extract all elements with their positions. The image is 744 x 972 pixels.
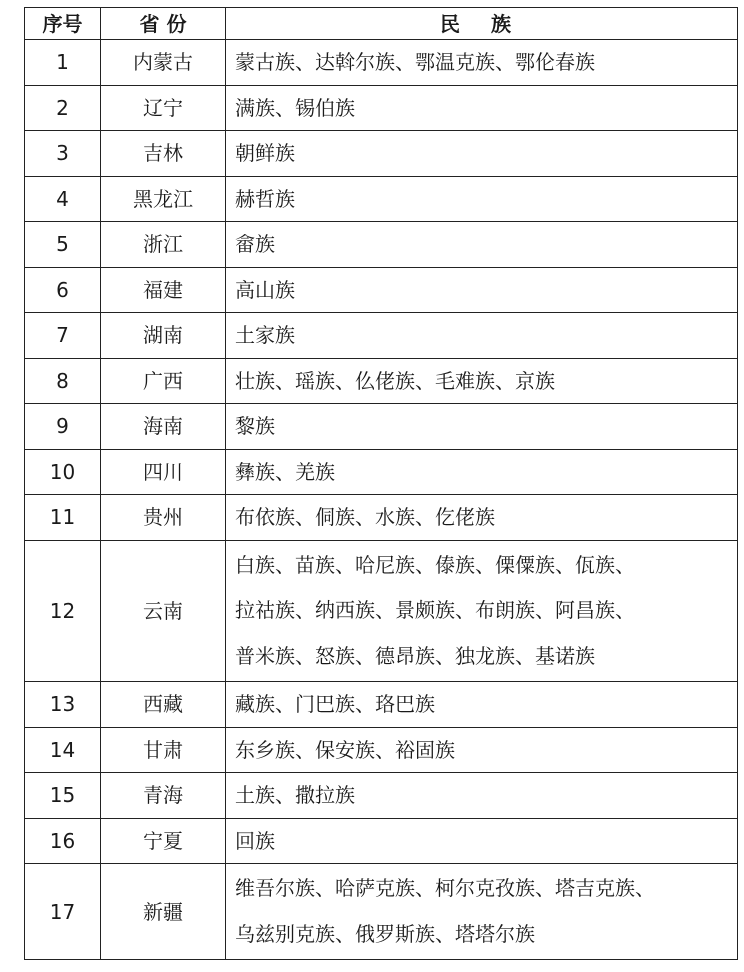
row-index: 12 — [25, 540, 101, 682]
ethnicity-line: 畲族 — [235, 232, 275, 257]
ethnicity-line: 拉祜族、纳西族、景颇族、布朗族、阿昌族、 — [235, 598, 635, 622]
table-row — [25, 313, 738, 359]
row-index: 17 — [25, 864, 101, 960]
ethnicity-line: 满族、锡伯族 — [235, 95, 355, 120]
row-province: 黑龙江 — [101, 176, 226, 222]
row-index: 1 — [25, 40, 101, 86]
table-body — [25, 40, 738, 960]
row-index: 8 — [25, 358, 101, 404]
row-ethnicities — [226, 313, 738, 359]
row-province: 吉林 — [101, 131, 226, 177]
ethnicity-line: 高山族 — [235, 277, 295, 302]
table-row — [25, 176, 738, 222]
row-province: 青海 — [101, 773, 226, 819]
table-row — [25, 404, 738, 450]
row-index: 2 — [25, 85, 101, 131]
row-province: 贵州 — [101, 495, 226, 541]
row-province: 云南 — [101, 540, 226, 682]
table-row — [25, 818, 738, 864]
ethnicity-line: 东乡族、保安族、裕固族 — [235, 737, 455, 762]
row-ethnicities — [226, 727, 738, 773]
row-index: 9 — [25, 404, 101, 450]
ethnicity-line: 黎族 — [235, 414, 275, 439]
table-row — [25, 773, 738, 819]
row-province: 广西 — [101, 358, 226, 404]
row-index: 10 — [25, 449, 101, 495]
row-ethnicities — [226, 818, 738, 864]
ethnicity-line: 藏族、门巴族、珞巴族 — [235, 692, 435, 717]
row-index: 6 — [25, 267, 101, 313]
table-row — [25, 727, 738, 773]
ethnicity-line: 白族、苗族、哈尼族、傣族、傈僳族、佤族、 — [235, 552, 635, 577]
row-ethnicities — [226, 864, 738, 960]
table-row — [25, 267, 738, 313]
row-ethnicities — [226, 358, 738, 404]
row-ethnicities — [226, 131, 738, 177]
row-ethnicities — [226, 449, 738, 495]
row-province: 浙江 — [101, 222, 226, 268]
row-province: 湖南 — [101, 313, 226, 359]
row-province: 福建 — [101, 267, 226, 313]
row-province: 甘肃 — [101, 727, 226, 773]
row-province: 辽宁 — [101, 85, 226, 131]
row-ethnicities — [226, 222, 738, 268]
row-province: 内蒙古 — [101, 40, 226, 86]
row-index: 13 — [25, 682, 101, 728]
table-row — [25, 682, 738, 728]
row-province: 宁夏 — [101, 818, 226, 864]
table-row — [25, 864, 738, 960]
row-index: 4 — [25, 176, 101, 222]
row-province: 西藏 — [101, 682, 226, 728]
header-ethnicity: 民 族 — [226, 8, 738, 40]
ethnicity-line: 回族 — [235, 828, 275, 853]
ethnicity-line: 乌兹别克族、俄罗斯族、塔塔尔族 — [235, 921, 535, 946]
row-index: 11 — [25, 495, 101, 541]
table-row — [25, 40, 738, 86]
table-row — [25, 540, 738, 682]
row-ethnicities — [226, 40, 738, 86]
ethnic-minority-table — [24, 7, 738, 960]
ethnicity-line: 赫哲族 — [235, 186, 295, 211]
ethnicity-line: 朝鲜族 — [235, 141, 295, 166]
table-row — [25, 358, 738, 404]
ethnicity-line: 土家族 — [235, 323, 295, 348]
row-province: 新疆 — [101, 864, 226, 960]
row-ethnicities — [226, 404, 738, 450]
row-index: 14 — [25, 727, 101, 773]
ethnic-table-container — [24, 7, 737, 960]
row-province: 海南 — [101, 404, 226, 450]
table-row — [25, 449, 738, 495]
row-index: 16 — [25, 818, 101, 864]
row-ethnicities — [226, 267, 738, 313]
row-index: 15 — [25, 773, 101, 819]
row-ethnicities — [226, 176, 738, 222]
header-province: 省 份 — [101, 8, 226, 40]
table-row — [25, 222, 738, 268]
table-header-row — [25, 8, 738, 40]
row-ethnicities — [226, 495, 738, 541]
table-row — [25, 495, 738, 541]
ethnicity-line: 蒙古族、达斡尔族、鄂温克族、鄂伦春族 — [235, 50, 595, 75]
table-row — [25, 131, 738, 177]
row-index: 5 — [25, 222, 101, 268]
table-row — [25, 85, 738, 131]
row-ethnicities — [226, 540, 738, 682]
row-index: 3 — [25, 131, 101, 177]
row-ethnicities — [226, 85, 738, 131]
ethnicity-line: 土族、撒拉族 — [235, 783, 355, 808]
row-index: 7 — [25, 313, 101, 359]
row-ethnicities — [226, 682, 738, 728]
row-ethnicities — [226, 773, 738, 819]
ethnicity-line: 彝族、羌族 — [235, 459, 335, 484]
ethnicity-line: 布依族、侗族、水族、仡佬族 — [235, 505, 495, 530]
ethnicity-line: 壮族、瑶族、仫佬族、毛难族、京族 — [235, 368, 555, 393]
ethnicity-line: 普米族、怒族、德昂族、独龙族、基诺族 — [235, 643, 595, 668]
header-index: 序号 — [25, 8, 101, 40]
ethnicity-line: 维吾尔族、哈萨克族、柯尔克孜族、塔吉克族、 — [235, 876, 655, 900]
row-province: 四川 — [101, 449, 226, 495]
